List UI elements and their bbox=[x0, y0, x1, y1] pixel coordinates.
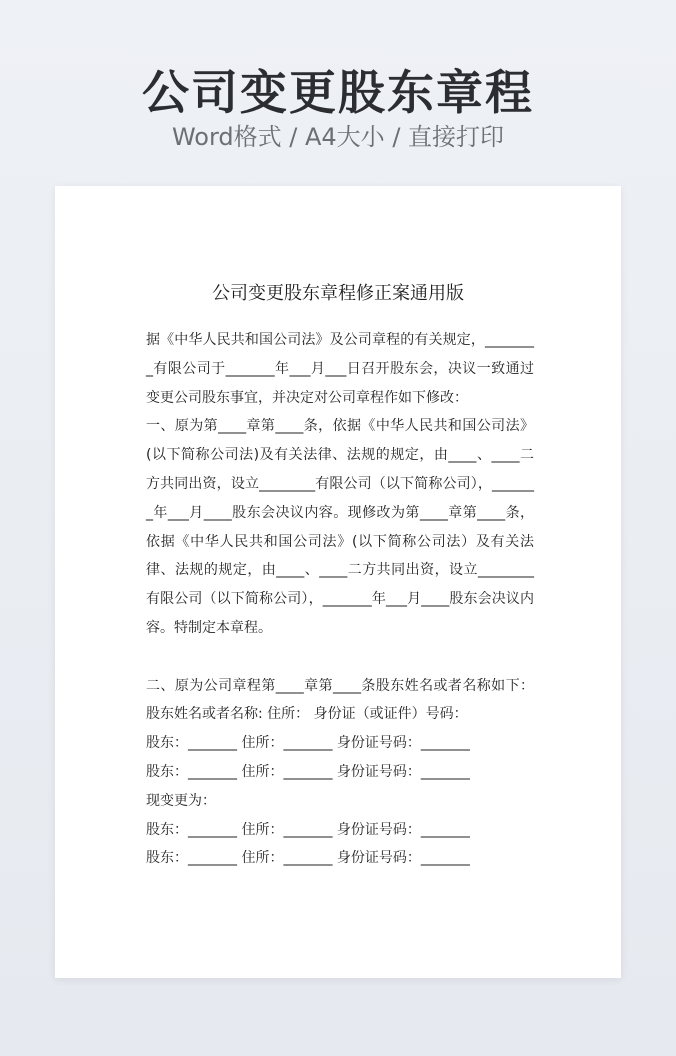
section-two-paragraph: 二、原为公司章程第____章第____条股东姓名或者名称如下：股东姓名或者名称: 住所： 身份证（或证件）号码： bbox=[146, 677, 534, 723]
original-shareholder-row: 股东：_______ 住所：_______ 身份证号码：_______ bbox=[146, 763, 470, 780]
original-shareholder-row: 股东：_______ 住所：_______ 身份证号码：_______ bbox=[146, 735, 470, 752]
document-body bbox=[146, 326, 534, 873]
page-title: 公司变更股东章程 bbox=[142, 66, 534, 121]
section-one-paragraph: 一、原为第____章第____条，依据《中华人民共和国公司法》(以下简称公司法)及有关法律、法规的规定，由____、____二方共同出资，设立________有限公司（以下简称公司），_______年___月____股东会决议内容。现修改为第____章第____条，依据《中华人民共和国公司法》(以下简称公司法）及有关法律、法规的规定，由____、____二方共同出资，设立________有限公司（以下简称公司），_______年___月____股东会决议内容。特制定本章程。 bbox=[146, 418, 534, 636]
new-shareholder-row: 股东：_______ 住所：_______ 身份证号码：_______ bbox=[146, 821, 470, 838]
document-page bbox=[55, 186, 621, 978]
changed-label: 现变更为： bbox=[146, 792, 216, 809]
page-subtitle: Word格式 / A4大小 / 直接打印 bbox=[171, 123, 505, 151]
intro-paragraph: 据《中华人民共和国公司法》及公司章程的有关规定，________有限公司于_______年___月___日召开股东会，决议一致通过变更公司股东事宜，并决定对公司章程作如下修改： bbox=[146, 332, 534, 406]
paragraph-spacer bbox=[146, 643, 534, 672]
document-title: 公司变更股东章程修正案通用版 bbox=[212, 283, 464, 304]
new-shareholder-row: 股东：_______ 住所：_______ 身份证号码：_______ bbox=[146, 850, 470, 867]
